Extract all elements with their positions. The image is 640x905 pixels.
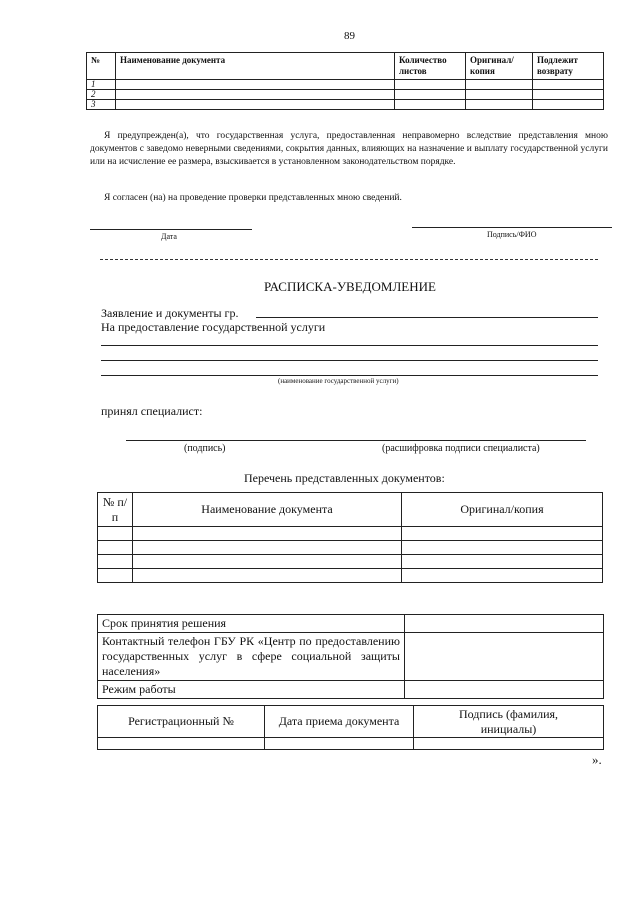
table-row bbox=[98, 738, 604, 750]
table-header-row bbox=[87, 53, 604, 80]
col-original-copy: Оригинал/ копия bbox=[466, 53, 533, 80]
decision-term-label: Срок принятия решения bbox=[98, 615, 405, 633]
applicant-line bbox=[256, 317, 598, 318]
table-header-row bbox=[98, 706, 604, 738]
info-table bbox=[97, 614, 604, 699]
registration-table bbox=[97, 705, 604, 750]
page-number: 89 bbox=[344, 30, 355, 42]
col-original-copy: Оригинал/копия bbox=[402, 493, 603, 527]
table-row bbox=[98, 541, 603, 555]
sign-caption: (подпись) bbox=[184, 443, 226, 454]
col-return: Подлежит возврату bbox=[533, 53, 604, 80]
date-line bbox=[90, 229, 252, 230]
specialist-sign-line bbox=[126, 440, 586, 441]
col-number: № bbox=[87, 53, 116, 80]
col-reg-number: Регистрационный № bbox=[98, 706, 265, 738]
table-row bbox=[87, 90, 604, 100]
row-number: 1 bbox=[87, 80, 116, 90]
service-line-3 bbox=[101, 375, 598, 376]
table-row bbox=[87, 80, 604, 90]
table-row bbox=[98, 681, 604, 699]
table-row bbox=[98, 615, 604, 633]
service-label: На предоставление государственной услуги bbox=[101, 320, 326, 334]
consent-paragraph: Я согласен (на) на проведение проверки представленных мною сведений. bbox=[104, 193, 402, 203]
docs-list-table bbox=[97, 492, 603, 583]
table-row bbox=[98, 569, 603, 583]
documents-table bbox=[86, 52, 604, 110]
warning-paragraph: Я предупрежден(а), что государственная услуга, предоставленная неправомерно вследствие представления мною документов с заведомо неверными сведениями, сокрытия данных, влияющих на назначение и выплату государственной услуги или на исчисление ее размера, взыскивается в установленном законодательством порядке. bbox=[90, 131, 608, 167]
signature-label: Подпись/ФИО bbox=[487, 230, 537, 239]
table-row bbox=[98, 555, 603, 569]
col-sheets: Количество листов bbox=[395, 53, 466, 80]
col-receive-date: Дата приема документа bbox=[265, 706, 414, 738]
service-line-1 bbox=[101, 345, 598, 346]
decode-caption: (расшифровка подписи специалиста) bbox=[382, 443, 540, 454]
cut-line bbox=[100, 259, 598, 260]
service-line-2 bbox=[101, 360, 598, 361]
col-doc-name: Наименование документа bbox=[116, 53, 395, 80]
receipt-title: РАСПИСКА-УВЕДОМЛЕНИЕ bbox=[264, 279, 436, 294]
closing-quote: ». bbox=[592, 752, 602, 767]
work-hours-label: Режим работы bbox=[98, 681, 405, 699]
date-label: Дата bbox=[161, 232, 177, 241]
row-number: 3 bbox=[87, 100, 116, 110]
contact-phone-label: Контактный телефон ГБУ РК «Центр по предоставлению государственных услуг в сфере социальной защиты населения» bbox=[98, 633, 405, 681]
applicant-label: Заявление и документы гр. bbox=[101, 306, 239, 320]
docs-list-title: Перечень представленных документов: bbox=[244, 471, 445, 485]
table-row bbox=[87, 100, 604, 110]
table-header-row bbox=[98, 493, 603, 527]
col-signature: Подпись (фамилия, инициалы) bbox=[414, 706, 604, 738]
service-caption: (наименование государственной услуги) bbox=[278, 377, 399, 385]
signature-line bbox=[412, 227, 612, 228]
col-doc-name: Наименование документа bbox=[133, 493, 402, 527]
table-row bbox=[98, 527, 603, 541]
col-number: № п/п bbox=[98, 493, 133, 527]
table-row bbox=[98, 633, 604, 681]
accepted-label: принял специалист: bbox=[101, 404, 203, 418]
row-number: 2 bbox=[87, 90, 116, 100]
